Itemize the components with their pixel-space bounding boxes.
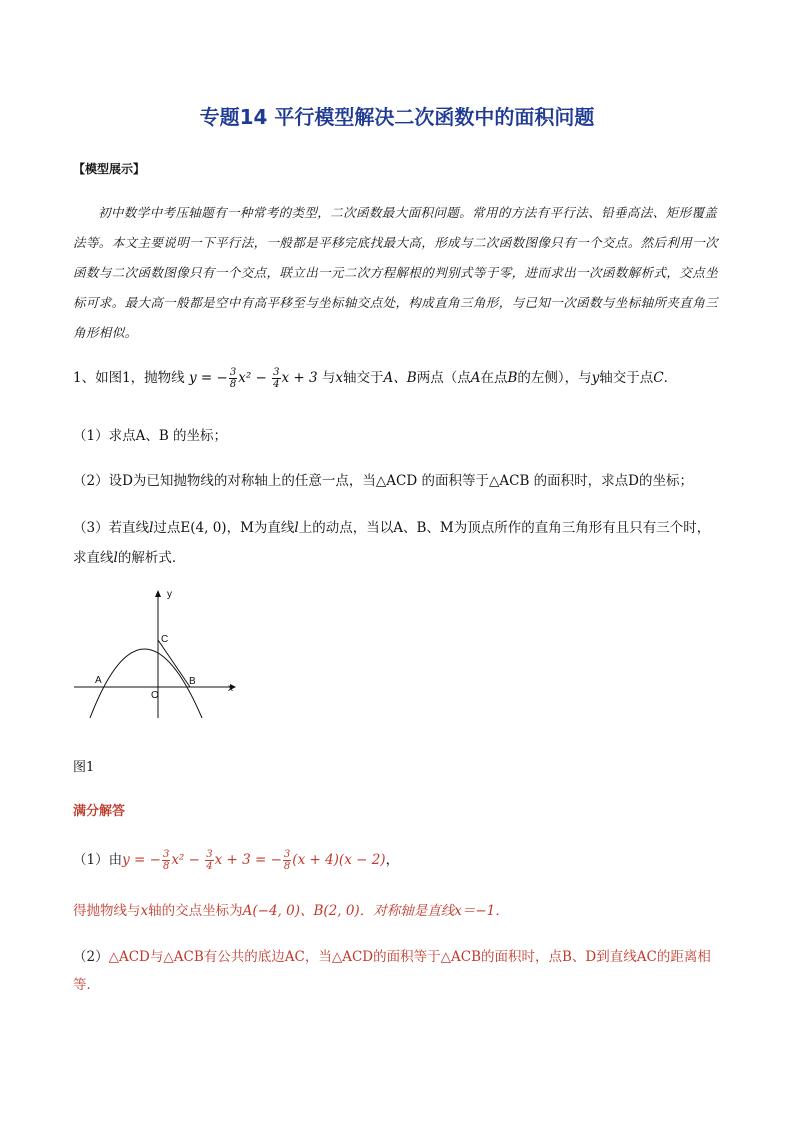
answer-part-2: （2）△ACD与△ACB有公共的底边AC，当△ACD的面积等于△ACB的面积时，点B、D到直线AC的距离相等． [73,949,711,993]
text-two-points: 两点（点 [416,370,471,386]
intro-paragraph: 初中数学中考压轴题有一种常考的类型，二次函数最大面积问题。常用的方法有平行法、铅垂高法、矩形覆盖法等。本文主要说明一下平行法，一般都是平移完底找最大高，形成与二次函数图像只有一个交点。然后利用一次函数与二次函数图像只有一个交点，联立出一元二次方程解根的判别式等于零，进而求出一次函数解析式，交点坐标可求。最大高一般都是空中有高平移至与坐标轴交点处，构成直角三角形，与已知一次函数与坐标轴所夹直角三角形相似。 [73,205,719,340]
parabola-curve [90,649,202,718]
answer-part-1: （1）由y = − $\frac{3}{8}$ x² − $\frac{3}{4}$ x + 3 = − $\frac{3}{8}$ (x + 4)(x − 2)， [73,849,400,872]
parabola-equation: y = − $\frac{3}{8}$ x² − $\frac{3}{4}$ x + 3 [188,367,318,390]
section-label: 【模型展示】 [73,162,146,176]
label-y: y [167,589,172,600]
line-cb [158,640,190,687]
question-3: （3）若直线l过点E(4, 0)，M为直线l上的动点，当以A、B、M为顶点所作的直角三角形有且只有三个时，求直线l的解析式． [73,520,711,566]
label-c: C [161,634,169,645]
label-x: x [228,683,233,694]
problem-lead: 1、如图1，抛物线 [73,370,185,386]
answer-label: 满分解答 [73,804,126,819]
problem-statement: 1、如图1，抛物线 y = − $\frac{3}{8}$ x² − $\frac{3}{4}$ x + 3 与x轴交于A、B两点（点A在点B的左侧），与y轴交于点C． [73,367,678,390]
answer-intersections: 得抛物线与x轴的交点坐标为A(−4, 0)、B(2, 0)．对称轴是直线x＝−1． [73,903,509,919]
text-at-point: 在点 [480,370,508,386]
figure-caption: 图1 [73,760,95,775]
question-2: （2）设D为已知抛物线的对称轴上的任意一点，当△ACD 的面积等于△ACB 的面积时，求点D的坐标； [73,473,693,489]
y-axis-arrow [155,590,161,597]
page-title: 专题14 平行模型解决二次函数中的面积问题 [199,105,595,129]
label-a: A [95,675,102,686]
label-o: O [151,690,159,701]
text-axis-cross: 轴交于 [343,370,384,386]
figure-1-graph [70,588,250,723]
text-with: 与 [321,370,336,386]
label-b: B [189,676,196,687]
text-cross-point: 轴交于点 [599,370,654,386]
text-left-side: 的左侧），与 [517,370,592,386]
question-1: （1）求点A、B 的坐标； [73,428,228,444]
